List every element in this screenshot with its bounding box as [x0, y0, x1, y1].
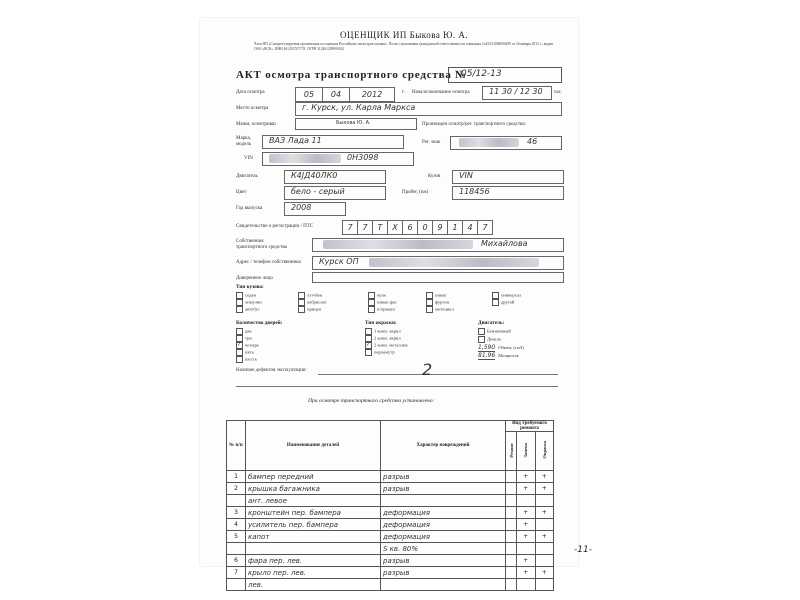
engine-volume: 1,590 Объем, (см3) — [478, 344, 524, 351]
table-row — [227, 495, 554, 507]
cell-part: ант. левое — [246, 495, 381, 507]
body-type-option: автобус — [236, 306, 260, 313]
cell-no — [227, 543, 246, 555]
cell-r — [506, 543, 517, 555]
inspector-label: Ммкм, осмотривш — [236, 122, 276, 127]
cell-z: + — [517, 555, 535, 567]
cell-o — [535, 495, 554, 507]
table-row — [227, 579, 554, 591]
table-row — [227, 531, 554, 543]
appraiser-title: ОЦЕНЩИК ИП Быкова Ю. А. — [340, 30, 469, 40]
checkbox — [236, 328, 243, 335]
date-label: Дата осмотра — [236, 90, 265, 95]
owner-box — [312, 238, 564, 252]
col-repair-replace: Замена — [523, 442, 529, 458]
mileage-value: 118456 — [459, 187, 490, 196]
cell-part: фара пер. лев. — [246, 555, 381, 567]
cell-no — [227, 495, 246, 507]
cell-z — [517, 579, 535, 591]
table-row — [227, 519, 554, 531]
act-title: АКТ осмотра транспортного средства № — [236, 69, 468, 81]
cell-damage: деформация — [381, 519, 506, 531]
checkbox — [365, 349, 372, 356]
paint-option: перламутр — [365, 349, 395, 356]
cell-z — [517, 543, 535, 555]
body-type-option: пикап фас — [368, 299, 397, 306]
checkbox: ✓ — [237, 343, 242, 348]
col-damage: Характер повреждений — [381, 421, 506, 471]
cell-part: крыло пер. лев. — [246, 567, 381, 579]
cell-damage: разрыв — [381, 471, 506, 483]
cert-cell: 7 — [357, 220, 373, 235]
model-value: ВАЗ Лада 11 — [269, 136, 322, 145]
cell-r — [506, 471, 517, 483]
mileage-label: Пробег, (км) — [402, 190, 429, 195]
address-value: Курск ОП — [319, 257, 359, 266]
engine-value: К4ЈД40ЛК0 — [291, 171, 338, 180]
defects-label: Наличие дефектов эксплуатации: — [236, 368, 307, 373]
color-box — [284, 186, 386, 200]
cell-o — [535, 579, 554, 591]
cell-damage: разрыв — [381, 567, 506, 579]
checkbox — [298, 306, 305, 313]
checkbox — [426, 292, 433, 299]
checkbox — [368, 306, 375, 313]
address-box — [312, 256, 564, 270]
place-value: г. Курск, ул. Карла Маркса — [302, 103, 416, 112]
col-repair: Вид требуемого ремонта — [506, 421, 554, 432]
cell-part: кронштейн пер. бампера — [246, 507, 381, 519]
paint-option: 1 комп. акрил — [365, 328, 401, 335]
body-type-option: кабриолет — [298, 299, 327, 306]
cell-no: 1 — [227, 471, 246, 483]
col-part: Наименование деталей — [246, 421, 381, 471]
cert-cell: Х — [387, 220, 403, 235]
year-box — [284, 202, 346, 216]
cert-cell: 1 — [447, 220, 463, 235]
trustee-label: Доверенное лицо — [236, 276, 273, 281]
table-caption: При осмотре транспортного средства установлено: — [308, 398, 435, 404]
cell-no: 7 — [227, 567, 246, 579]
body-type-option: хэтчбек — [298, 292, 322, 299]
mileage-box — [452, 186, 564, 200]
time-label: Начало/окончание осмотра — [412, 90, 470, 95]
col-repair-paint: Окраска — [541, 441, 547, 459]
checkbox — [492, 299, 499, 306]
cell-part: капот — [246, 531, 381, 543]
defects-line — [318, 374, 558, 375]
defects-value: 2 — [422, 360, 433, 379]
cell-no — [227, 579, 246, 591]
cell-r — [506, 507, 517, 519]
date-month: 04 — [322, 87, 350, 102]
table-row — [227, 483, 554, 495]
body-types-title: Тип кузова: — [236, 284, 264, 290]
page-number: -11- — [574, 545, 592, 555]
cell-o — [535, 555, 554, 567]
cell-o — [535, 519, 554, 531]
body-type-option: универсал — [492, 292, 521, 299]
cert-cell: Т — [372, 220, 388, 235]
checkbox — [236, 335, 243, 342]
body-box — [452, 170, 564, 184]
cell-no: 2 — [227, 483, 246, 495]
defects-line-2 — [236, 386, 558, 387]
defects-table — [226, 420, 554, 591]
vin-box — [262, 152, 414, 166]
vin-label: VIN — [244, 156, 253, 161]
cert-cell: 7 — [342, 220, 358, 235]
body-type-option: другой — [492, 299, 514, 306]
table-row — [227, 567, 554, 579]
cert-cell: 4 — [462, 220, 478, 235]
cell-r — [506, 579, 517, 591]
place-box — [295, 102, 562, 116]
inspector-value: Быкова Ю. А. — [336, 120, 371, 126]
cell-damage — [381, 579, 506, 591]
col-repair-fix: Ремонт — [508, 442, 514, 458]
time-value: 11 30 / 12 30 — [489, 87, 543, 96]
cert-label: Свидетельство о регистрации / ПТС — [236, 224, 314, 229]
time-suffix: час. — [554, 90, 563, 95]
model-box — [262, 135, 404, 149]
cell-damage: разрыв — [381, 483, 506, 495]
reg-value: 46 — [527, 137, 538, 146]
engine-power: 81,96 Мощность — [478, 352, 520, 359]
engine-label: Двигатель — [236, 174, 258, 179]
cell-no: 5 — [227, 531, 246, 543]
checkbox — [365, 335, 372, 342]
cell-r — [506, 519, 517, 531]
act-number: 05/12-13 — [461, 69, 502, 79]
redacted-address — [369, 258, 539, 267]
year-value: 2008 — [291, 203, 312, 212]
date-day: 05 — [295, 87, 323, 102]
cert-cell: 9 — [432, 220, 448, 235]
checkbox — [492, 292, 499, 299]
body-type-option: фургон — [426, 299, 449, 306]
cert-cells — [342, 220, 492, 235]
cell-damage: разрыв — [381, 555, 506, 567]
cell-z: + — [517, 471, 535, 483]
checkbox — [426, 306, 433, 313]
engine-diesel: Дизель — [478, 336, 501, 343]
redacted-reg — [459, 138, 519, 147]
door-option: две — [236, 328, 252, 335]
owner-label: Собственник транспортного средства — [236, 239, 287, 250]
act-number-box — [448, 67, 562, 83]
trustee-box — [312, 272, 564, 283]
cell-o: + — [535, 567, 554, 579]
engine-box — [284, 170, 386, 184]
paint-title: Тип окраски: — [365, 320, 397, 326]
cell-part: крышка багажника — [246, 483, 381, 495]
redacted-owner — [323, 240, 473, 249]
cell-damage: S кв. 80% — [381, 543, 506, 555]
body-type-option: прицеп — [298, 306, 321, 313]
cell-damage — [381, 495, 506, 507]
table-row — [227, 471, 554, 483]
cell-no: 4 — [227, 519, 246, 531]
date-cells — [295, 87, 394, 102]
color-value: бело - серый — [291, 187, 345, 196]
inspector-box — [295, 118, 417, 130]
checkbox — [236, 299, 243, 306]
checkbox — [298, 299, 305, 306]
body-type-option: седан — [236, 292, 256, 299]
checkbox — [368, 299, 375, 306]
cell-o: + — [535, 471, 554, 483]
cell-part: усилитель пер. бампера — [246, 519, 381, 531]
document-page — [200, 18, 592, 589]
present-label: Произведен осмотр/рег. транспортного средства: — [422, 122, 526, 127]
checkbox — [236, 356, 243, 363]
checkbox — [298, 292, 305, 299]
col-no: № п/п — [227, 421, 246, 471]
cell-z: + — [517, 507, 535, 519]
cert-cell: 0 — [417, 220, 433, 235]
body-value: VIN — [459, 171, 473, 180]
cell-part — [246, 543, 381, 555]
cell-damage: деформация — [381, 507, 506, 519]
cell-part: лев. — [246, 579, 381, 591]
cert-cell: 6 — [402, 220, 418, 235]
cell-o: + — [535, 483, 554, 495]
cell-z — [517, 495, 535, 507]
checkbox: ✓ — [366, 343, 371, 348]
checkbox — [368, 292, 375, 299]
checkbox — [236, 349, 243, 356]
date-year: 2012 — [349, 87, 395, 102]
body-type-option: купе — [368, 292, 386, 299]
cell-r — [506, 495, 517, 507]
owner-value: Михайлова — [481, 239, 528, 248]
door-option: три — [236, 335, 252, 342]
body-type-option: пикап — [426, 292, 447, 299]
cell-o: + — [535, 507, 554, 519]
checkbox — [236, 306, 243, 313]
paint-option: ✓ 2 комп. металлик — [366, 342, 408, 348]
paint-option: 2 комп. акрил — [365, 335, 401, 342]
table-row — [227, 507, 554, 519]
cell-z: + — [517, 519, 535, 531]
reg-label: Рег. знак — [422, 140, 441, 145]
body-type-option: лимузин — [236, 299, 262, 306]
checkbox — [365, 328, 372, 335]
cell-part: бампер передний — [246, 471, 381, 483]
redacted-vin — [269, 154, 341, 163]
reg-box — [450, 136, 562, 150]
cell-o — [535, 543, 554, 555]
body-type-option: п/прицеп — [368, 306, 395, 313]
model-label: Марка, модель — [236, 136, 252, 147]
cell-z: + — [517, 531, 535, 543]
vin-value: 0Н3098 — [347, 153, 379, 162]
door-option: ✓ четыре — [237, 342, 259, 348]
cell-r — [506, 555, 517, 567]
color-label: Цвет — [236, 190, 247, 195]
cell-r — [506, 567, 517, 579]
appraiser-credentials: Член НП «Саморегулируемая организация ассоциации Российских магистров оценки». Полис страхования гражданской ответственности оценщика №433/12ВВ000289 от 26 января 2012 г., выдан ОАО «ВСК». ИНН 461203707178, ОГРН 312461209900162 — [254, 42, 554, 51]
body-label: Кузов — [428, 174, 441, 179]
cell-r — [506, 483, 517, 495]
cell-r — [506, 531, 517, 543]
engine-petrol: Бензиновый — [478, 328, 511, 335]
cell-damage: деформация — [381, 531, 506, 543]
cell-o: + — [535, 531, 554, 543]
cert-cell: 7 — [477, 220, 493, 235]
place-label: Место осмотра — [236, 106, 269, 111]
address-label: Адрес / телефон собственника — [236, 260, 301, 265]
checkbox — [426, 299, 433, 306]
cell-z: + — [517, 483, 535, 495]
checkbox — [236, 292, 243, 299]
door-option: шесть — [236, 356, 257, 363]
cell-no: 3 — [227, 507, 246, 519]
cell-z: + — [517, 567, 535, 579]
engine-type-title: Двигатель: — [478, 320, 505, 326]
year-label: Год выпуска — [236, 206, 263, 211]
time-box — [482, 86, 552, 100]
table-row — [227, 543, 554, 555]
date-suffix: г. — [402, 90, 405, 95]
door-option: пять — [236, 349, 254, 356]
doors-title: Количество дверей: — [236, 320, 283, 326]
body-type-option: мотоцикл — [426, 306, 454, 313]
cell-no: 6 — [227, 555, 246, 567]
table-row — [227, 555, 554, 567]
